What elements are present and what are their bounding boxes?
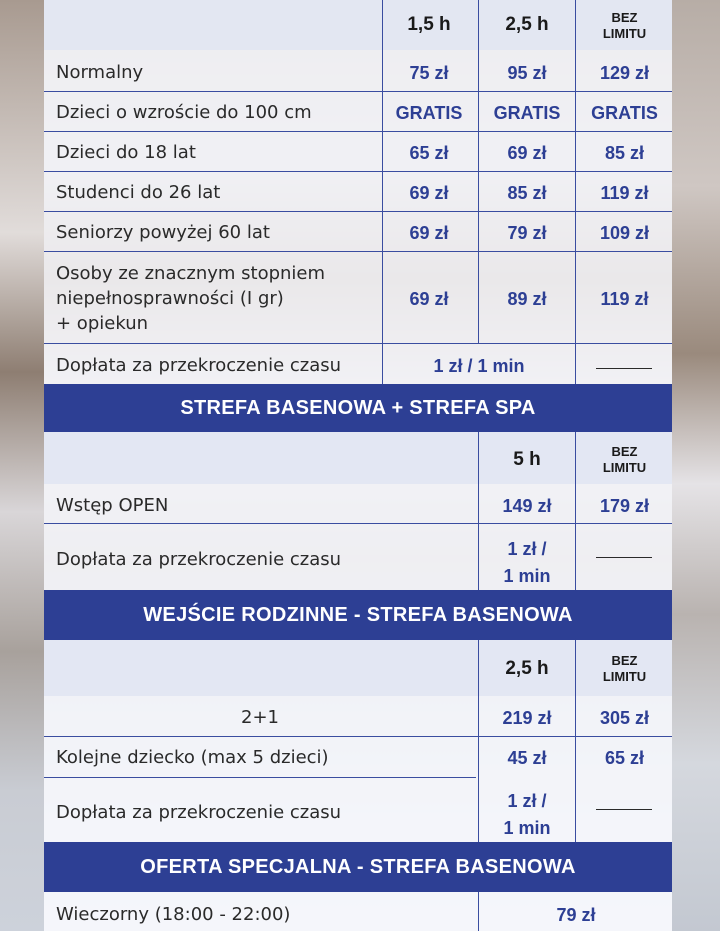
- price-cell: 85 zł: [507, 183, 547, 203]
- divider: [44, 171, 672, 172]
- table-row: [44, 50, 672, 92]
- column-divider: [478, 0, 479, 344]
- table-row: [44, 172, 672, 212]
- price-cell: GRATIS: [395, 103, 463, 123]
- price-cell: 85 zł: [604, 143, 645, 163]
- table1-header-col3: BEZ LIMITU: [602, 10, 647, 41]
- row-label: Kolejne dziecko (max 5 dzieci): [56, 747, 329, 768]
- price-cell: 65 zł: [604, 748, 645, 768]
- price-cell: 75 zł: [409, 63, 449, 83]
- section3-header-col1: 2,5 h: [505, 658, 549, 679]
- column-divider: [478, 892, 479, 931]
- surcharge-value: 1 zł / 1 min: [433, 356, 525, 376]
- section3-header-row: [44, 640, 672, 696]
- price-cell: 109 zł: [599, 223, 650, 243]
- price-cell: 129 zł: [599, 63, 650, 83]
- price-cell: 305 zł: [599, 708, 650, 728]
- section-title-pool-spa: STREFA BASENOWA + STREFA SPA: [44, 384, 672, 432]
- price-cell: GRATIS: [493, 103, 561, 123]
- column-divider: [478, 432, 479, 590]
- row-label: Dzieci o wzroście do 100 cm: [56, 102, 312, 123]
- row-label-multiline: Osoby ze znacznym stopniem niepełnosprawności (I gr) + opiekun: [56, 263, 326, 334]
- table1-header-col1: 1,5 h: [407, 14, 451, 35]
- column-divider: [575, 432, 576, 590]
- table-row: [44, 696, 672, 736]
- price-cell: 179 zł: [599, 496, 650, 516]
- price-cell: 119 zł: [600, 183, 649, 203]
- price-cell: 69 zł: [409, 289, 449, 309]
- column-divider: [382, 344, 383, 384]
- table1-header-col2: 2,5 h: [505, 14, 549, 35]
- divider: [44, 211, 672, 212]
- surcharge-value: 1 zł / 1 min: [503, 539, 551, 586]
- table-row: [44, 892, 672, 931]
- price-cell: 69 zł: [409, 183, 449, 203]
- section2-header-row: [44, 432, 672, 484]
- section-title-family-entry: WEJŚCIE RODZINNE - STREFA BASENOWA: [44, 590, 672, 640]
- divider: [44, 777, 476, 778]
- column-divider: [382, 0, 383, 344]
- section2-header-col2: BEZ LIMITU: [602, 444, 647, 475]
- divider: [44, 736, 672, 737]
- price-cell: 45 zł: [507, 748, 547, 768]
- surcharge-value: 1 zł / 1 min: [503, 791, 551, 838]
- divider: [44, 343, 672, 344]
- row-label: Seniorzy powyżej 60 lat: [56, 222, 270, 243]
- price-cell: 79 zł: [507, 223, 547, 243]
- price-cell: 69 zł: [409, 223, 449, 243]
- divider: [44, 251, 672, 252]
- no-limit-dash: [596, 368, 652, 369]
- price-cell: 65 zł: [409, 143, 449, 163]
- row-label: Dopłata za przekroczenie czasu: [56, 549, 342, 570]
- row-label: Dopłata za przekroczenie czasu: [56, 802, 342, 823]
- table-row-surcharge: [44, 778, 672, 842]
- price-cell: 149 zł: [502, 496, 552, 516]
- price-cell: 219 zł: [502, 708, 552, 728]
- table1-header-row: [44, 0, 672, 50]
- divider: [44, 91, 672, 92]
- row-label: Dzieci do 18 lat: [56, 142, 196, 163]
- table-row: [44, 132, 672, 172]
- price-cell: 89 zł: [507, 289, 547, 309]
- table-row: [44, 484, 672, 524]
- table-row: [44, 212, 672, 252]
- no-limit-dash: [596, 557, 652, 558]
- price-cell: 69 zł: [507, 143, 547, 163]
- row-label: Wieczorny (18:00 - 22:00): [56, 904, 291, 925]
- no-limit-dash: [596, 809, 652, 810]
- background-photo-right: [672, 0, 720, 931]
- price-cell: 95 zł: [507, 63, 547, 83]
- column-divider: [478, 640, 479, 842]
- row-label: Dopłata za przekroczenie czasu: [56, 355, 342, 376]
- table-row-surcharge: [44, 344, 672, 384]
- divider: [44, 523, 672, 524]
- row-label: 2+1: [241, 707, 279, 728]
- price-cell: 119 zł: [600, 289, 649, 309]
- row-label: Wstęp OPEN: [56, 495, 169, 516]
- section-title-special-offer: OFERTA SPECJALNA - STREFA BASENOWA: [44, 842, 672, 892]
- table-row: [44, 252, 672, 344]
- background-photo-left: [0, 0, 44, 931]
- table-row: [44, 736, 672, 778]
- divider: [44, 131, 672, 132]
- column-divider: [575, 640, 576, 842]
- section3-header-col2: BEZ LIMITU: [602, 653, 647, 684]
- row-label: Studenci do 26 lat: [56, 182, 221, 203]
- price-cell: 79 zł: [556, 905, 596, 925]
- column-divider: [575, 0, 576, 384]
- row-label: Normalny: [56, 62, 144, 83]
- table-row: [44, 92, 672, 132]
- section2-header-col1: 5 h: [513, 449, 541, 470]
- table-row-surcharge: [44, 524, 672, 590]
- price-cell: GRATIS: [591, 103, 658, 123]
